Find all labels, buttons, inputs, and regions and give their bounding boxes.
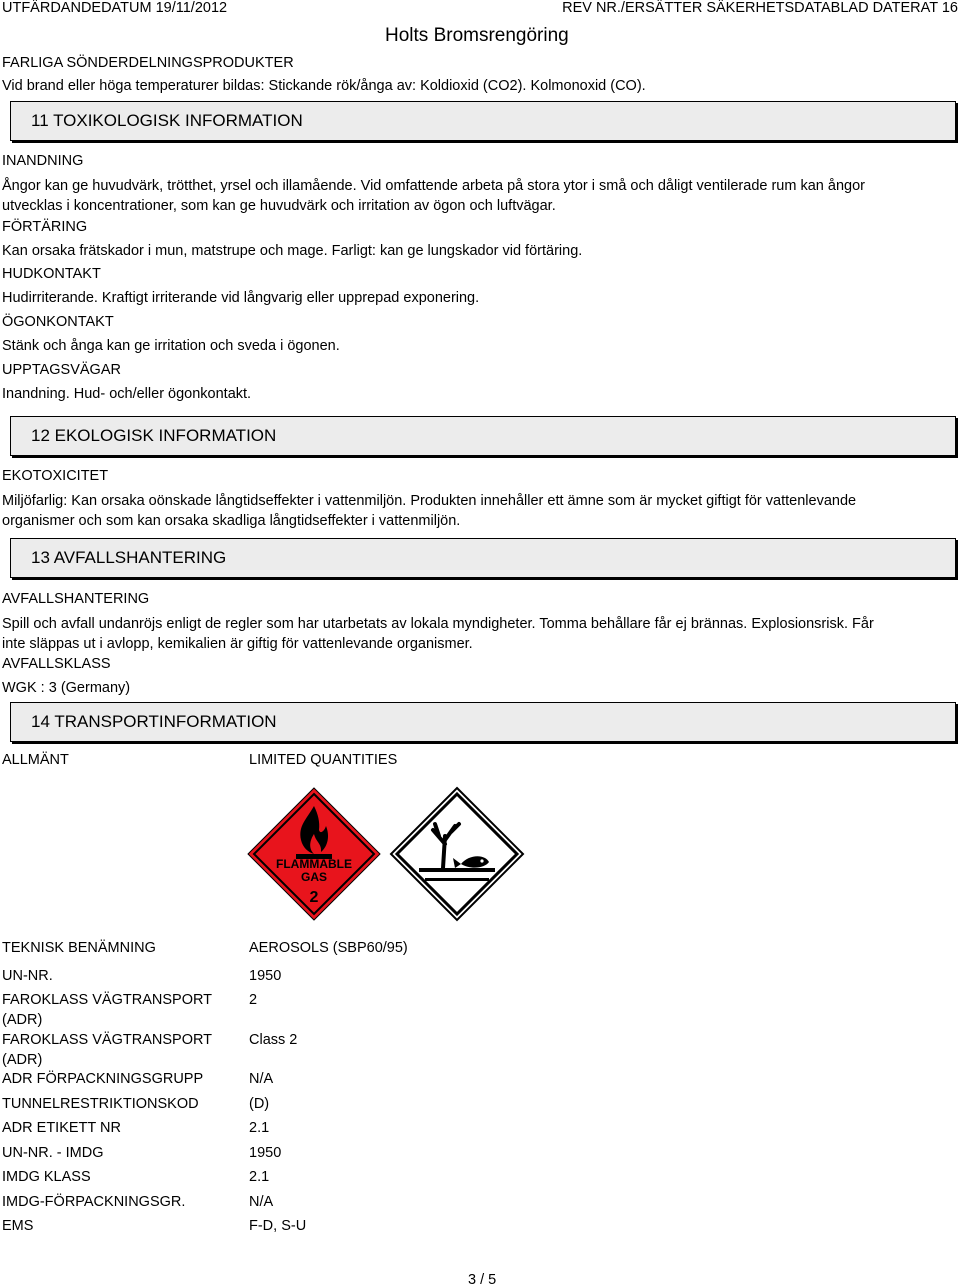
section-12-header <box>10 416 956 456</box>
transport-row-value: 2.1 <box>249 1120 270 1136</box>
transport-row-label: IMDG-FÖRPACKNINGSGR. <box>2 1194 186 1210</box>
general-label: ALLMÄNT <box>2 752 69 768</box>
flammable-class-number: 2 <box>309 889 319 906</box>
revision-info: REV NR./ERSÄTTER SÄKERHETSDATABLAD DATERAT 16 <box>562 0 958 16</box>
inhalation-text: Ångor kan ge huvudvärk, trötthet, yrsel och illamående. Vid omfattende arbeta på stora ytor i små och dåligt ventilerade rum kan ångor utvecklas i koncentrationer, som kan ge huvudvärk och irritation av ögon och luftvägar. <box>2 178 865 214</box>
ecotox-heading: EKOTOXICITET <box>2 468 109 484</box>
transport-row-value: 2 <box>249 992 258 1008</box>
routes-heading: UPPTAGSVÄGAR <box>2 362 121 378</box>
transport-row-value: AEROSOLS (SBP60/95) <box>249 940 408 956</box>
transport-row-label: FAROKLASS VÄGTRANSPORT (ADR) <box>2 992 212 1028</box>
waste-heading: AVFALLSHANTERING <box>2 591 150 607</box>
transport-row-value: Class 2 <box>249 1032 298 1048</box>
waste-text: Spill och avfall undanröjs enligt de regler som har utarbetats av lokala myndigheter. Tomma behållare får ej brännas. Explosionsrisk. Får inte släppas ut i avlopp, kemikalien är giftig för vattenlevande organismer. <box>2 616 874 652</box>
ingestion-text: Kan orsaka frätskador i mun, matstrupe och mage. Farligt: kan ge lungskador vid förtäring. <box>2 243 583 259</box>
transport-row-value: 1950 <box>249 1145 282 1161</box>
transport-row-value: 2.1 <box>249 1169 270 1185</box>
transport-row-label: ADR ETIKETT NR <box>2 1120 121 1136</box>
section-12-title: 12 EKOLOGISK INFORMATION <box>31 426 277 445</box>
flammable-text-2: GAS <box>300 870 328 884</box>
section-11-title: 11 TOXIKOLOGISK INFORMATION <box>31 111 303 130</box>
general-value: LIMITED QUANTITIES <box>249 752 398 768</box>
transport-row-label: TUNNELRESTRIKTIONSKOD <box>2 1096 199 1112</box>
eye-heading: ÖGONKONTAKT <box>2 314 114 330</box>
flammable-gas-pictogram <box>246 786 382 922</box>
transport-row-label: IMDG KLASS <box>2 1169 91 1185</box>
issue-date: UTFÄRDANDEDATUM 19/11/2012 <box>2 0 228 16</box>
document-title: Holts Bromsrengöring <box>385 25 569 46</box>
transport-row-label: ADR FÖRPACKNINGSGRUPP <box>2 1071 204 1087</box>
transport-row-value: N/A <box>249 1071 274 1087</box>
transport-row-label: EMS <box>2 1218 34 1234</box>
page-number: 3 / 5 <box>468 1272 497 1288</box>
transport-row-label: UN-NR. <box>2 968 53 984</box>
transport-row-label: UN-NR. - IMDG <box>2 1145 104 1161</box>
routes-text: Inandning. Hud- och/eller ögonkontakt. <box>2 386 252 402</box>
transport-row-value: 1950 <box>249 968 282 984</box>
skin-text: Hudirriterande. Kraftigt irriterande vid långvarig eller upprepad exponering. <box>2 290 480 306</box>
flammable-text-1: FLAMMABLE <box>276 857 352 871</box>
section-14-header <box>10 702 956 742</box>
eye-text: Stänk och ånga kan ge irritation och sveda i ögonen. <box>2 338 340 354</box>
transport-row-value: F-D, S-U <box>249 1218 307 1234</box>
section-14-title: 14 TRANSPORTINFORMATION <box>31 712 277 731</box>
waste-class-heading: AVFALLSKLASS <box>2 656 111 672</box>
transport-row-value: (D) <box>249 1096 270 1112</box>
transport-row-label: TEKNISK BENÄMNING <box>2 940 156 956</box>
inhalation-heading: INANDNING <box>2 153 84 169</box>
ingestion-heading: FÖRTÄRING <box>2 219 88 235</box>
waste-class-text: WGK : 3 (Germany) <box>2 680 131 696</box>
decomposition-heading: FARLIGA SÖNDERDELNINGSPRODUKTER <box>2 55 294 71</box>
environmental-hazard-pictogram <box>389 786 525 922</box>
decomposition-text: Vid brand eller höga temperaturer bildas: Stickande rök/ånga av: Koldioxid (CO2). Kolmonoxid (CO). <box>2 78 646 94</box>
section-13-title: 13 AVFALLSHANTERING <box>31 548 227 567</box>
section-13-header <box>10 538 956 578</box>
section-11-header <box>10 101 956 141</box>
transport-row-value: N/A <box>249 1194 274 1210</box>
transport-row-label: FAROKLASS VÄGTRANSPORT (ADR) <box>2 1032 212 1068</box>
ecotox-text: Miljöfarlig: Kan orsaka oönskade långtidseffekter i vattenmiljön. Produkten innehåller ett ämne som är mycket giftigt för vattenlevande organismer och som kan orsaka skadliga långtidseffekter i vattenmiljön. <box>2 493 857 529</box>
skin-heading: HUDKONTAKT <box>2 266 101 282</box>
